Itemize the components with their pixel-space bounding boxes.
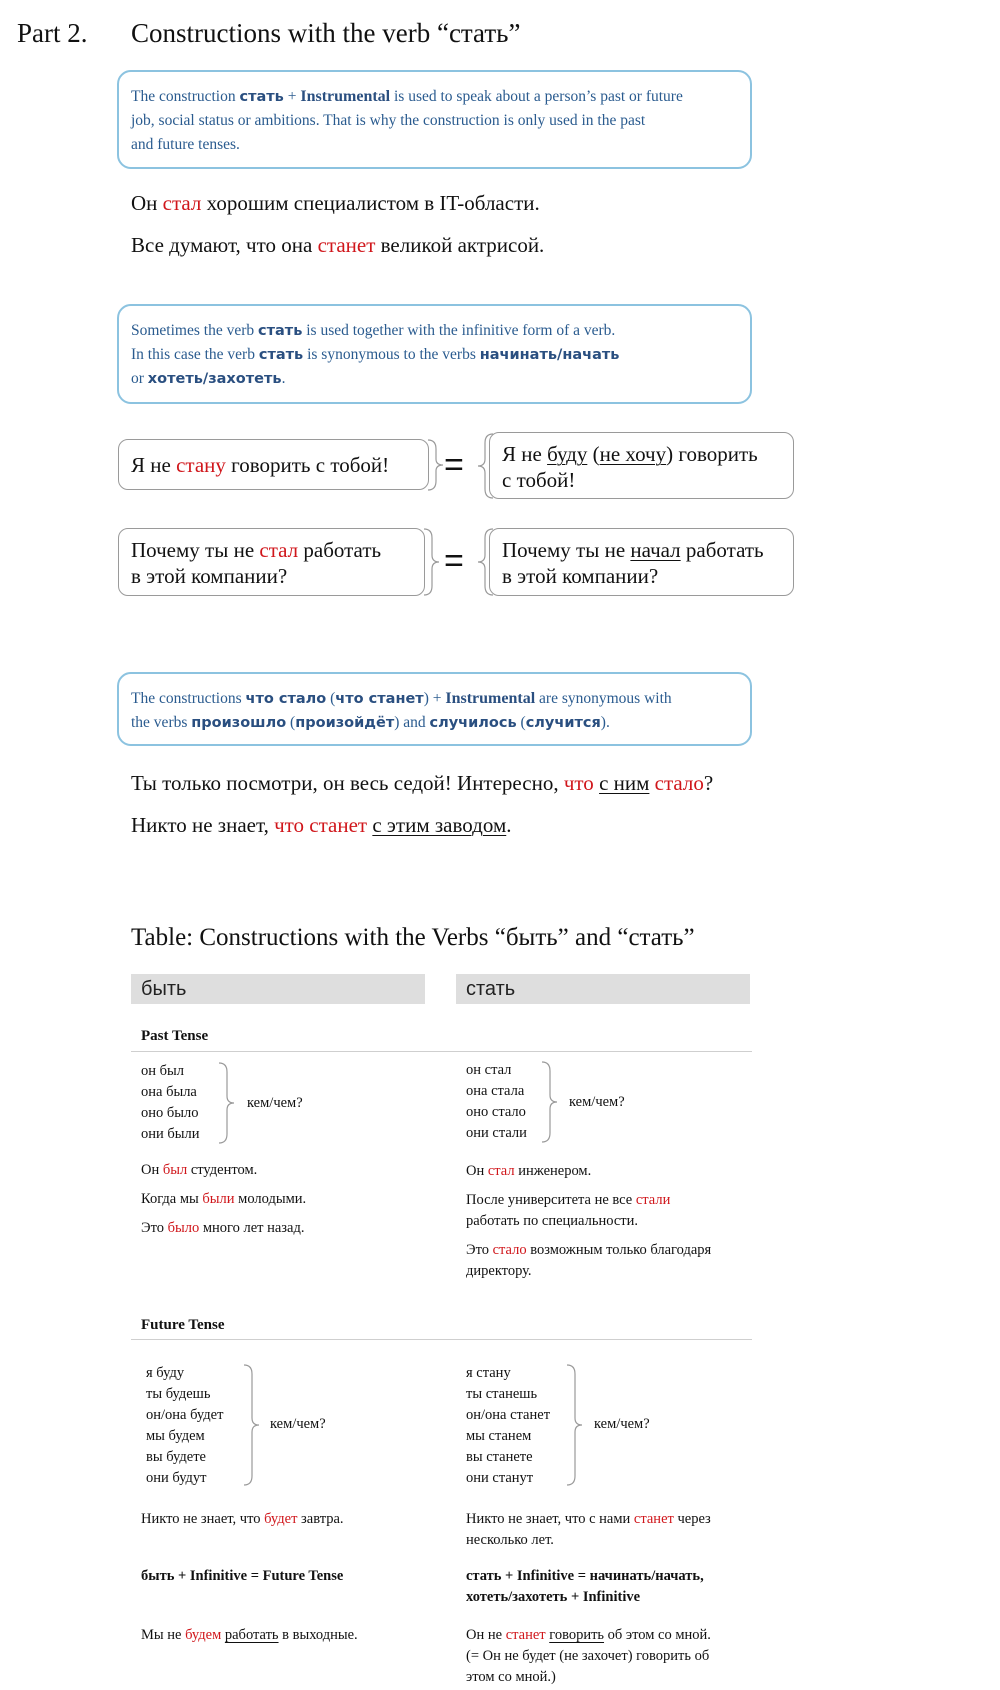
part-label: Part 2. [17, 18, 88, 48]
example-sentence: Ты только посмотри, он весь седой! Интересно, что с ним стало? [131, 771, 714, 795]
example-sentence: Мы не будем работать в выходные. [141, 1627, 358, 1643]
brace-right-icon [423, 528, 443, 596]
section-heading-future: Future Tense [141, 1317, 225, 1333]
example-sentence: Никто не знает, что с нами станет через несколько лет. [466, 1511, 711, 1548]
column-header-stat: стать [456, 974, 750, 1004]
example-sentence: Никто не знает, что будет завтра. [141, 1511, 344, 1527]
question-label: кем/чем? [594, 1416, 650, 1432]
rule-stat-infinitive: стать + Infinitive = начинать/начать, хотеть/захотеть + Infinitive [466, 1568, 704, 1605]
pronoun-list: я буду ты будешь он/она будет мы будем вы будете они будут [146, 1365, 224, 1486]
example-sentence: Это было много лет назад. [141, 1220, 305, 1236]
compare-right-box: Почему ты не начал работать в этой компании? [489, 528, 794, 596]
example-sentence: После университета не все стали работать по специальности. [466, 1192, 671, 1229]
brace-right-icon [541, 1061, 561, 1143]
question-label: кем/чем? [247, 1095, 303, 1111]
brace-right-icon [566, 1364, 586, 1486]
example-sentence: Он стал инженером. [466, 1163, 592, 1179]
info-note-instrumental: The construction стать + Instrumental is used to speak about a person’s past or future job, social status or ambitions. That is why the construction is only used in the past and future tenses. [117, 70, 752, 169]
rule-byt-infinitive: быть + Infinitive = Future Tense [141, 1568, 344, 1584]
example-sentence: Он был студентом. [141, 1162, 258, 1178]
column-header-byt: быть [131, 974, 425, 1004]
example-sentence: Когда мы были молодыми. [141, 1191, 307, 1207]
pronoun-list: я стану ты станешь он/она станет мы станем вы станете они станут [466, 1365, 551, 1486]
section-heading-past: Past Tense [141, 1028, 209, 1044]
equals-sign: = [444, 446, 464, 484]
page-title: Constructions with the verb “стать” [131, 18, 521, 48]
pronoun-list: он стал она стала оно стало они стали [466, 1062, 527, 1141]
question-label: кем/чем? [270, 1416, 326, 1432]
info-note-infinitive: Sometimes the verb стать is used together with the infinitive form of a verb. In this case the verb стать is synonymous to the verbs начинать/начать or хотеть/захотеть. [117, 304, 752, 404]
example-sentence: Он стал хорошим специалистом в IT-области. [131, 191, 540, 215]
example-sentence: Он не станет говорить об этом со мной. (= Он не будет (не захочет) говорить об этом со мной.) [466, 1627, 711, 1685]
compare-right-box: Я не буду (не хочу) говорить с тобой! [489, 432, 794, 499]
compare-left-box: Я не стану говорить с тобой! [118, 439, 429, 490]
divider [131, 1051, 752, 1052]
brace-right-icon [218, 1062, 238, 1144]
example-sentence: Никто не знает, что станет с этим заводом. [131, 813, 512, 837]
info-note-synonyms: The constructions что стало (что станет) + Instrumental are synonymous with the verbs произошло (произойдёт) and случилось (случится). [117, 672, 752, 746]
brace-right-icon [243, 1364, 263, 1486]
equals-sign: = [444, 542, 464, 580]
example-sentence: Все думают, что она станет великой актрисой. [131, 233, 545, 257]
compare-left-box: Почему ты не стал работать в этой компании? [118, 528, 425, 596]
table-title: Table: Constructions with the Verbs “быть” and “стать” [131, 924, 695, 951]
divider [131, 1339, 752, 1340]
question-label: кем/чем? [569, 1094, 625, 1110]
example-sentence: Это стало возможным только благодаря директору. [466, 1242, 712, 1279]
pronoun-list: он был она была оно было они были [141, 1063, 200, 1142]
